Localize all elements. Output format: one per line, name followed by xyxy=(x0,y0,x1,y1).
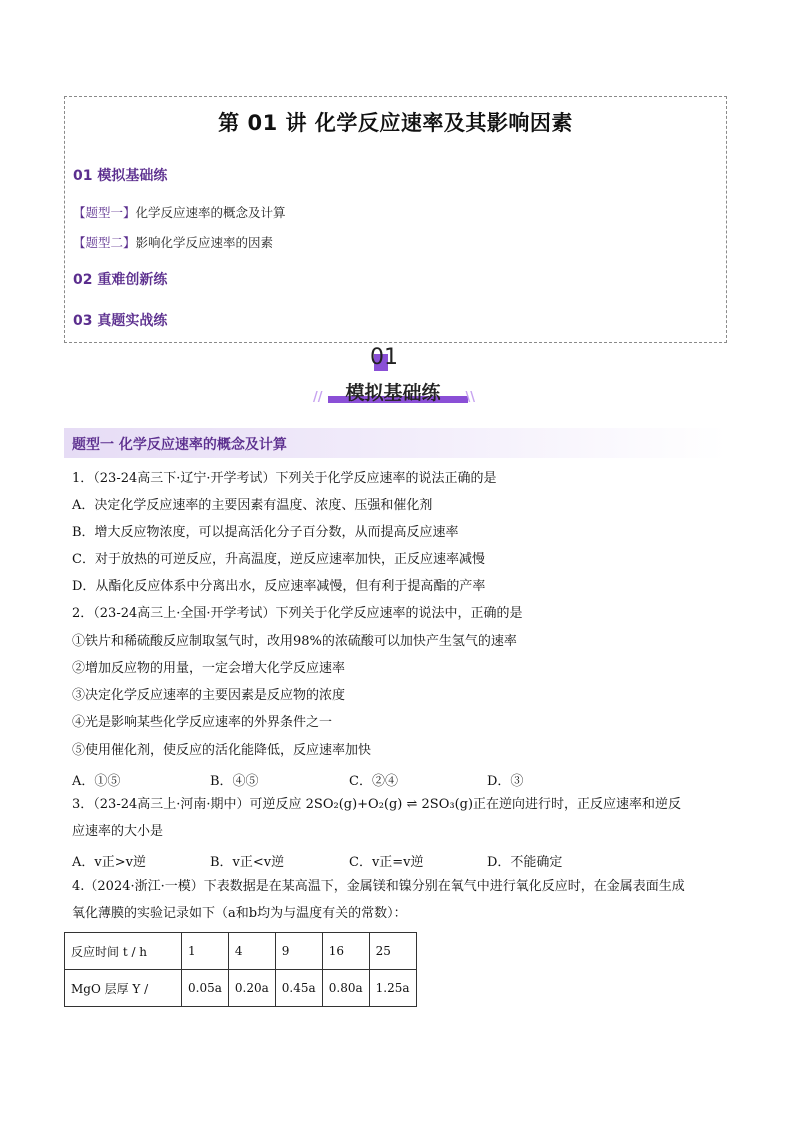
section-number-text: 01 xyxy=(370,345,398,370)
q2-option-a: A．①⑤ xyxy=(72,774,121,789)
toc-subitem-tag: 【题型二】 xyxy=(73,235,136,250)
toc-item-basic[interactable]: 01 模拟基础练 xyxy=(73,168,168,184)
lesson-title: 第 01 讲 化学反应速率及其影响因素 xyxy=(218,111,573,135)
table-cell: 4 xyxy=(228,933,275,970)
q2-statement-4: ④光是影响某些化学反应速率的外界条件之一 xyxy=(72,715,333,730)
question-type-band xyxy=(64,428,727,458)
q3-option-c: C．v正=v逆 xyxy=(349,855,424,870)
section-title: 模拟基础练 xyxy=(345,382,441,404)
q2-statement-5: ⑤使用催化剂，使反应的活化能降低，反应速率加快 xyxy=(72,743,372,758)
q4-stem: 4.（2024·浙江·一模）下表数据是在某高温下，金属镁和镍分别在氧气中进行氧化反应时，在金属表面生成 xyxy=(72,879,685,894)
table-cell: 25 xyxy=(369,933,416,970)
q2-statement-1: ①铁片和稀硫酸反应制取氢气时，改用98%的浓硫酸可以加快产生氢气的速率 xyxy=(72,634,517,649)
toc-subitem-type2[interactable] xyxy=(73,233,273,251)
table-row-label: MgO 层厚 Y / xyxy=(65,970,182,1007)
toc-subitem-label: 化学反应速率的概念及计算 xyxy=(135,205,286,220)
table-row-label: 反应时间 t / h xyxy=(65,933,182,970)
q1-option-d: D．从酯化反应体系中分离出水，反应速率减慢，但有利于提高酯的产率 xyxy=(72,579,486,594)
q2-stem: 2．（23-24高三上·全国·开学考试）下列关于化学反应速率的说法中，正确的是 xyxy=(72,606,523,621)
q3-option-b: B．v正<v逆 xyxy=(210,855,285,870)
table-cell: 0.45a xyxy=(275,970,322,1007)
q3-stem: 3．（23-24高三上·河南·期中）可逆反应 2SO₂(g)+O₂(g) ⇌ 2SO₃(g)正在逆向进行时，正反应速率和逆反 xyxy=(72,797,682,812)
toc-subitem-tag: 【题型一】 xyxy=(73,205,136,220)
table-cell: 9 xyxy=(275,933,322,970)
data-table xyxy=(64,932,417,1007)
q2-option-d: D．③ xyxy=(487,774,524,789)
q3-stem-continued: 应速率的大小是 xyxy=(72,824,164,839)
q3-option-a: A．v正>v逆 xyxy=(72,855,146,870)
toc-item-innovation[interactable]: 02 重难创新练 xyxy=(73,272,168,288)
q2-statement-3: ③决定化学反应速率的主要因素是反应物的浓度 xyxy=(72,688,346,703)
q2-option-c: C．②④ xyxy=(349,774,398,789)
table-cell: 0.20a xyxy=(228,970,275,1007)
table-cell: 0.05a xyxy=(182,970,229,1007)
toc-subitem-label: 影响化学反应速率的因素 xyxy=(135,235,274,250)
section-heading xyxy=(311,378,475,408)
table-row xyxy=(65,970,417,1007)
q4-stem-continued: 氧化薄膜的实验记录如下（a和b均为与温度有关的常数）： xyxy=(72,906,407,921)
toc-box xyxy=(64,96,727,343)
q3-option-d: D．不能确定 xyxy=(487,855,563,870)
question-type-title: 题型一 化学反应速率的概念及计算 xyxy=(72,437,287,453)
table-cell: 1 xyxy=(182,933,229,970)
q2-option-b: B．④⑤ xyxy=(210,774,259,789)
q1-stem: 1．（23-24高三下·辽宁·开学考试）下列关于化学反应速率的说法正确的是 xyxy=(72,471,497,486)
toc-subitem-type1[interactable] xyxy=(73,203,286,221)
q1-option-c: C．对于放热的可逆反应，升高温度，逆反应速率加快，正反应速率减慢 xyxy=(72,552,485,567)
slash-decoration-right: \\ xyxy=(465,390,475,405)
q1-option-b: B．增大反应物浓度，可以提高活化分子百分数，从而提高反应速率 xyxy=(72,525,459,540)
toc-item-real-exam[interactable]: 03 真题实战练 xyxy=(73,313,168,329)
section-number xyxy=(370,345,398,370)
q1-option-a: A．决定化学反应速率的主要因素有温度、浓度、压强和催化剂 xyxy=(72,498,433,513)
q2-statement-2: ②增加反应物的用量，一定会增大化学反应速率 xyxy=(72,661,346,676)
table-cell: 1.25a xyxy=(369,970,416,1007)
table-cell: 0.80a xyxy=(322,970,369,1007)
table-cell: 16 xyxy=(322,933,369,970)
table-row xyxy=(65,933,417,970)
slash-decoration-left: // xyxy=(313,390,323,405)
